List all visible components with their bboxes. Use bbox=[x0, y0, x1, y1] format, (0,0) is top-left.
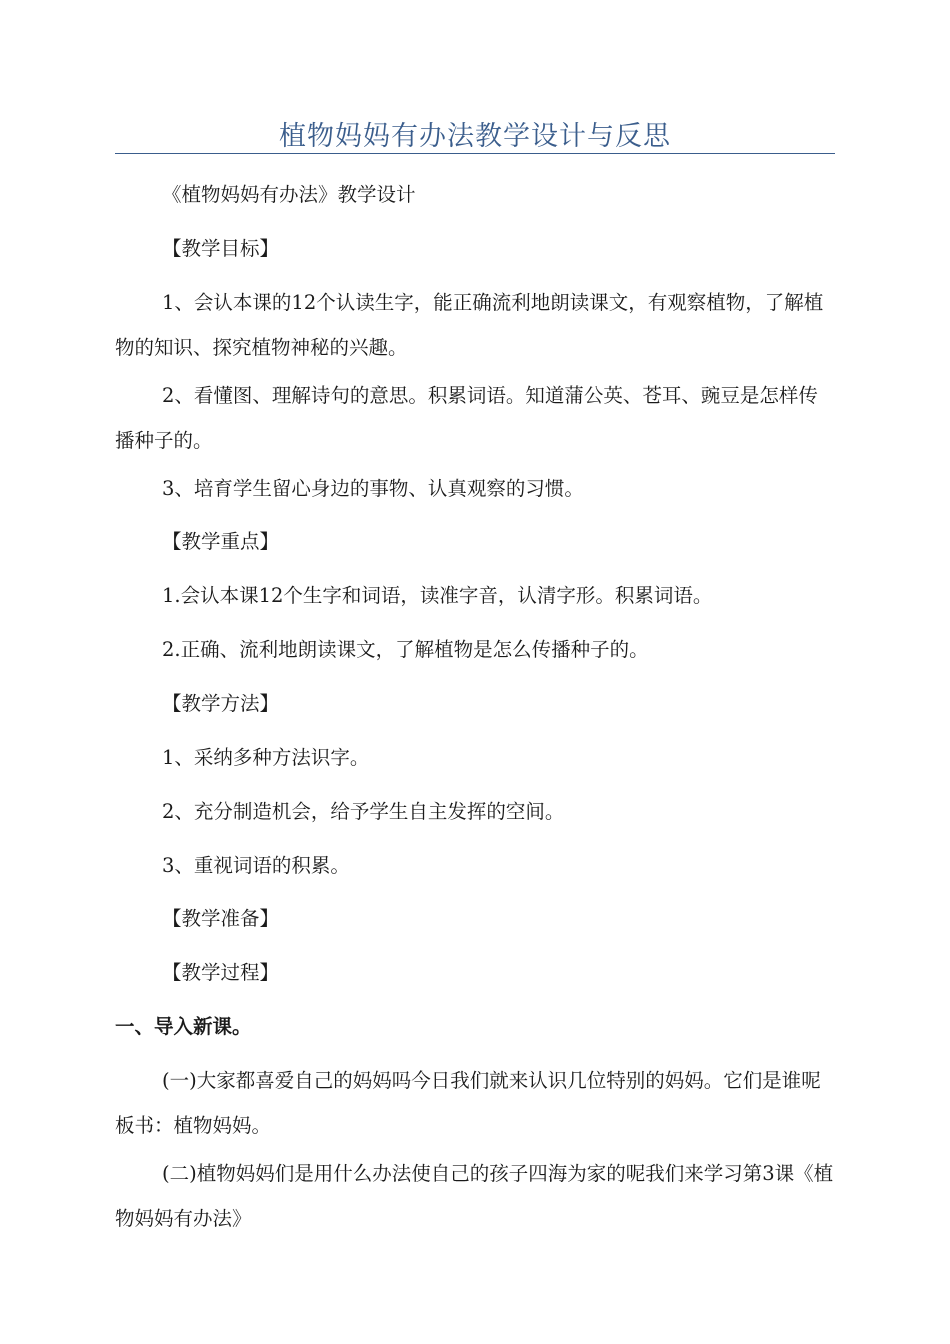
paragraph-method-1: 1、采纳多种方法识字。 bbox=[162, 746, 370, 769]
heading-preparation: 【教学准备】 bbox=[162, 907, 280, 930]
paragraph-intro-1: (一)大家都喜爱自己的妈妈吗今日我们就来认识几位特别的妈妈。它们是谁呢板书：植物妈妈。 bbox=[115, 1069, 821, 1137]
paragraph-subtitle: 《植物妈妈有办法》教学设计 bbox=[162, 183, 416, 206]
heading-process: 【教学过程】 bbox=[162, 961, 280, 984]
paragraph-intro-2: (二)植物妈妈们是用什么办法使自己的孩子四海为家的呢我们来学习第3课《植物妈妈有办法》 bbox=[115, 1162, 834, 1230]
heading-methods: 【教学方法】 bbox=[162, 692, 280, 715]
title-underline bbox=[115, 153, 835, 154]
paragraph-method-3: 3、重视词语的积累。 bbox=[162, 854, 350, 877]
section-heading-intro: 一、导入新课。 bbox=[115, 1015, 252, 1038]
paragraph-method-2: 2、充分制造机会，给予学生自主发挥的空间。 bbox=[162, 800, 565, 823]
paragraph-key-point-2: 2.正确、流利地朗读课文，了解植物是怎么传播种子的。 bbox=[162, 638, 649, 661]
heading-objectives: 【教学目标】 bbox=[162, 237, 280, 260]
paragraph-objective-3: 3、培育学生留心身边的事物、认真观察的习惯。 bbox=[162, 477, 584, 500]
paragraph-key-point-1: 1.会认本课12个生字和词语，读准字音，认清字形。积累词语。 bbox=[162, 584, 713, 607]
paragraph-objective-1: 1、会认本课的12个认读生字，能正确流利地朗读课文，有观察植物，了解植物的知识、探究植物神秘的兴趣。 bbox=[115, 291, 824, 359]
paragraph-objective-2: 2、看懂图、理解诗句的意思。积累词语。知道蒲公英、苍耳、豌豆是怎样传播种子的。 bbox=[115, 384, 818, 452]
document-title: 植物妈妈有办法教学设计与反思 bbox=[279, 121, 671, 152]
heading-key-points: 【教学重点】 bbox=[162, 530, 280, 553]
